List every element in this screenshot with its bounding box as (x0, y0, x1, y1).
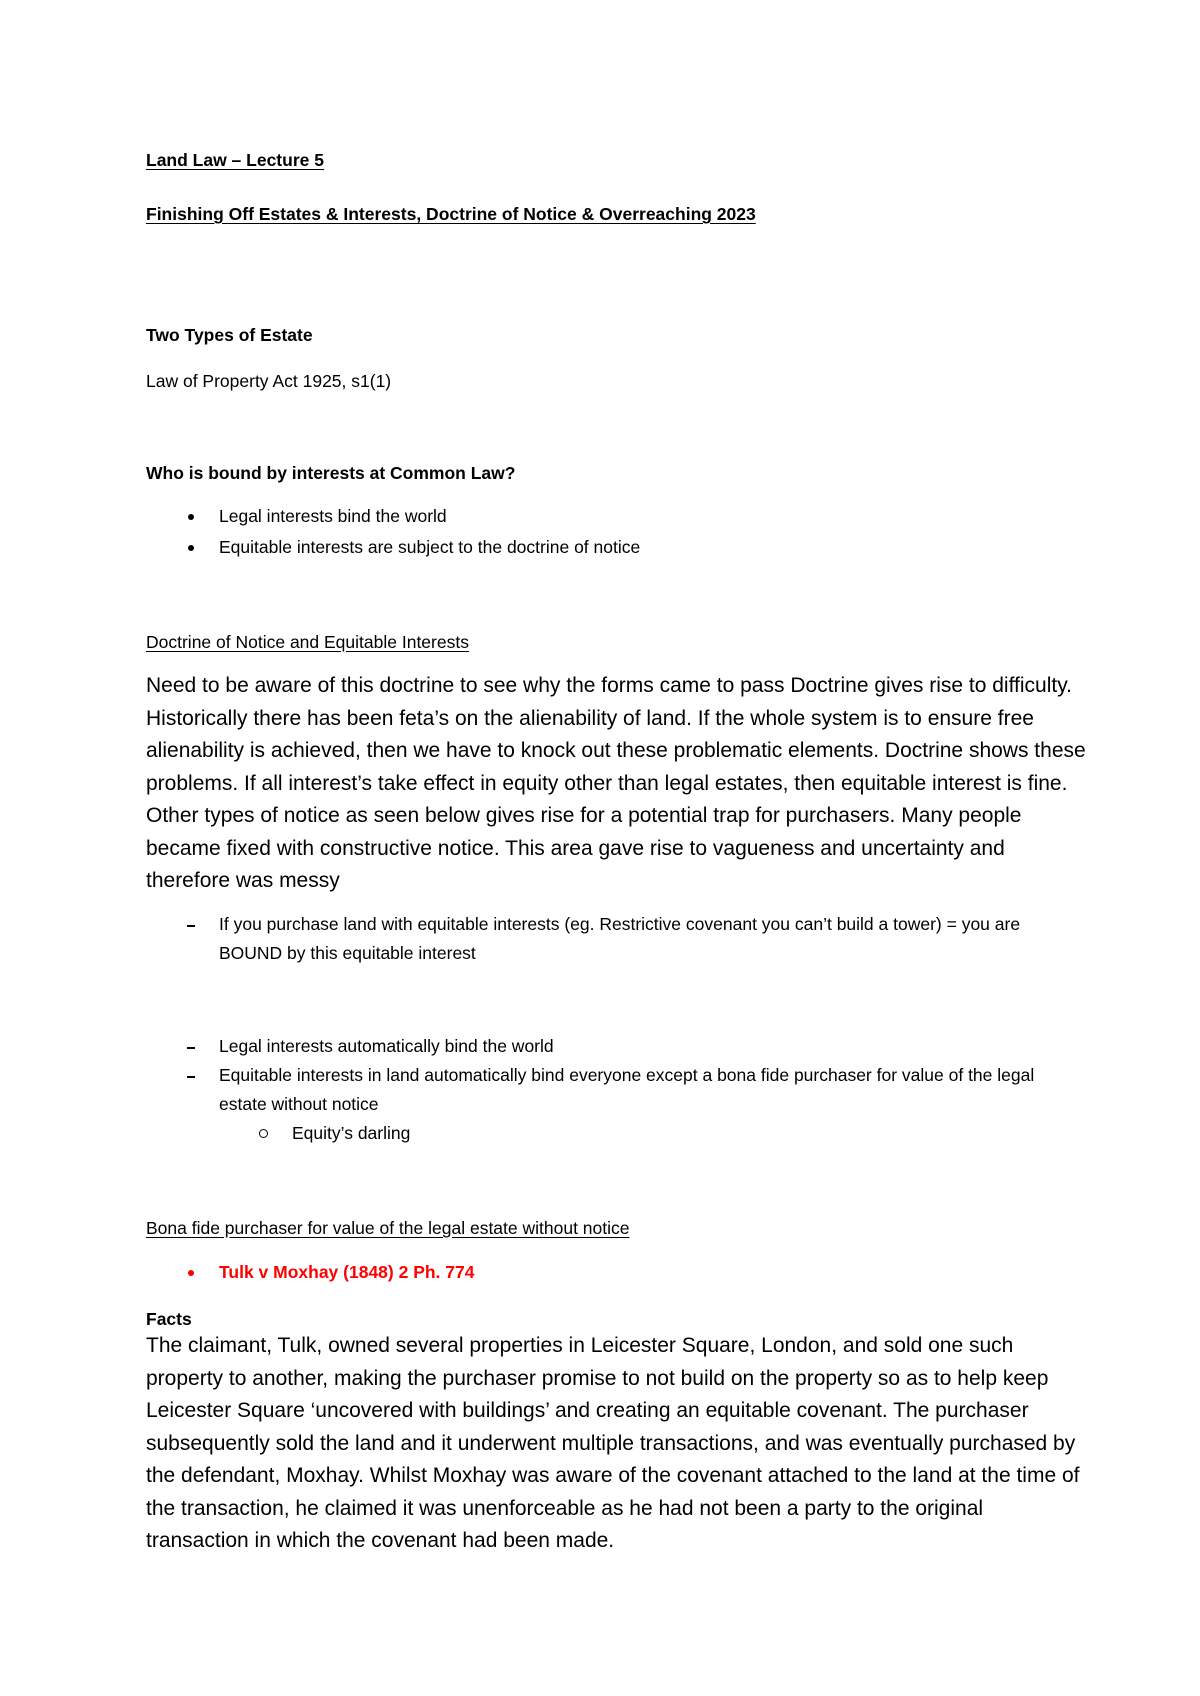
document-title: Land Law – Lecture 5 (146, 150, 324, 170)
facts-paragraph: The claimant, Tulk, owned several properties in Leicester Square, London, and sold one such property to another, making the purchaser promise to not build on the property so as to help keep Leicester Square ‘uncovered with buildings’ and creating an equitable covenant. The purchaser subsequently sold the land and it underwent multiple transactions, and was eventually purchased by the defendant, Moxhay. Whilst Moxhay was aware of the covenant attached to the land at the time of the transaction, he claimed it was unenforceable as he had not been a party to the original transaction in which the covenant had been made. (146, 1334, 1080, 1552)
bullet-icon (188, 1270, 194, 1276)
bullet-text: Legal interests bind the world (219, 506, 447, 526)
case-citation-item (184, 1258, 884, 1287)
document-subtitle: Finishing Off Estates & Interests, Doctrine of Notice & Overreaching 2023 (146, 204, 756, 224)
doctrine-paragraph: Need to be aware of this doctrine to see why the forms came to pass Doctrine gives rise to difficulty. Historically there has been feta’s on the alienability of land. If the whole system is to ensure free alienability is achieved, then we have to knock out these problematic elements. Doctrine shows these problems. If all interest’s take effect in equity other than legal estates, then equitable interest is fine. Other types of notice as seen below gives rise for a potential trap for purchasers. Many people became fixed with constructive notice. This area gave rise to vagueness and uncertainty and therefore was messy (146, 674, 1086, 892)
dash-icon (187, 1076, 195, 1078)
dash-icon (187, 1047, 195, 1049)
dash-icon (187, 925, 195, 927)
section-heading-common-law: Who is bound by interests at Common Law? (146, 463, 516, 483)
dash-item-text: Equitable interests in land automatically bind everyone except a bona fide purchaser for value of the legal estate without notice (219, 1065, 1035, 1114)
bullet-icon (188, 514, 194, 520)
circle-bullet-icon (259, 1129, 268, 1138)
bullet-icon (188, 545, 194, 551)
sub-item-text: Equity’s darling (292, 1123, 411, 1143)
section-heading-bona-fide: Bona fide purchaser for value of the legal estate without notice (146, 1218, 630, 1238)
bullet-item (184, 502, 1084, 531)
facts-label: Facts (146, 1309, 192, 1329)
dash-list-item (184, 910, 1064, 968)
dash-item-text: Legal interests automatically bind the world (219, 1036, 554, 1056)
dash-list-item (184, 1032, 1064, 1061)
section-heading-doctrine: Doctrine of Notice and Equitable Interests (146, 632, 469, 652)
bullet-text: Equitable interests are subject to the doctrine of notice (219, 537, 641, 557)
dash-item-text: If you purchase land with equitable interests (eg. Restrictive covenant you can’t build a tower) = you are BOUND by this equitable interest (219, 914, 1021, 963)
dash-list-item (184, 1061, 1064, 1119)
section-heading-estate-types: Two Types of Estate (146, 325, 313, 345)
sub-list-item (258, 1119, 858, 1148)
case-citation: Tulk v Moxhay (1848) 2 Ph. 774 (219, 1262, 475, 1282)
statute-reference: Law of Property Act 1925, s1(1) (146, 371, 392, 391)
bullet-item (184, 533, 1084, 562)
